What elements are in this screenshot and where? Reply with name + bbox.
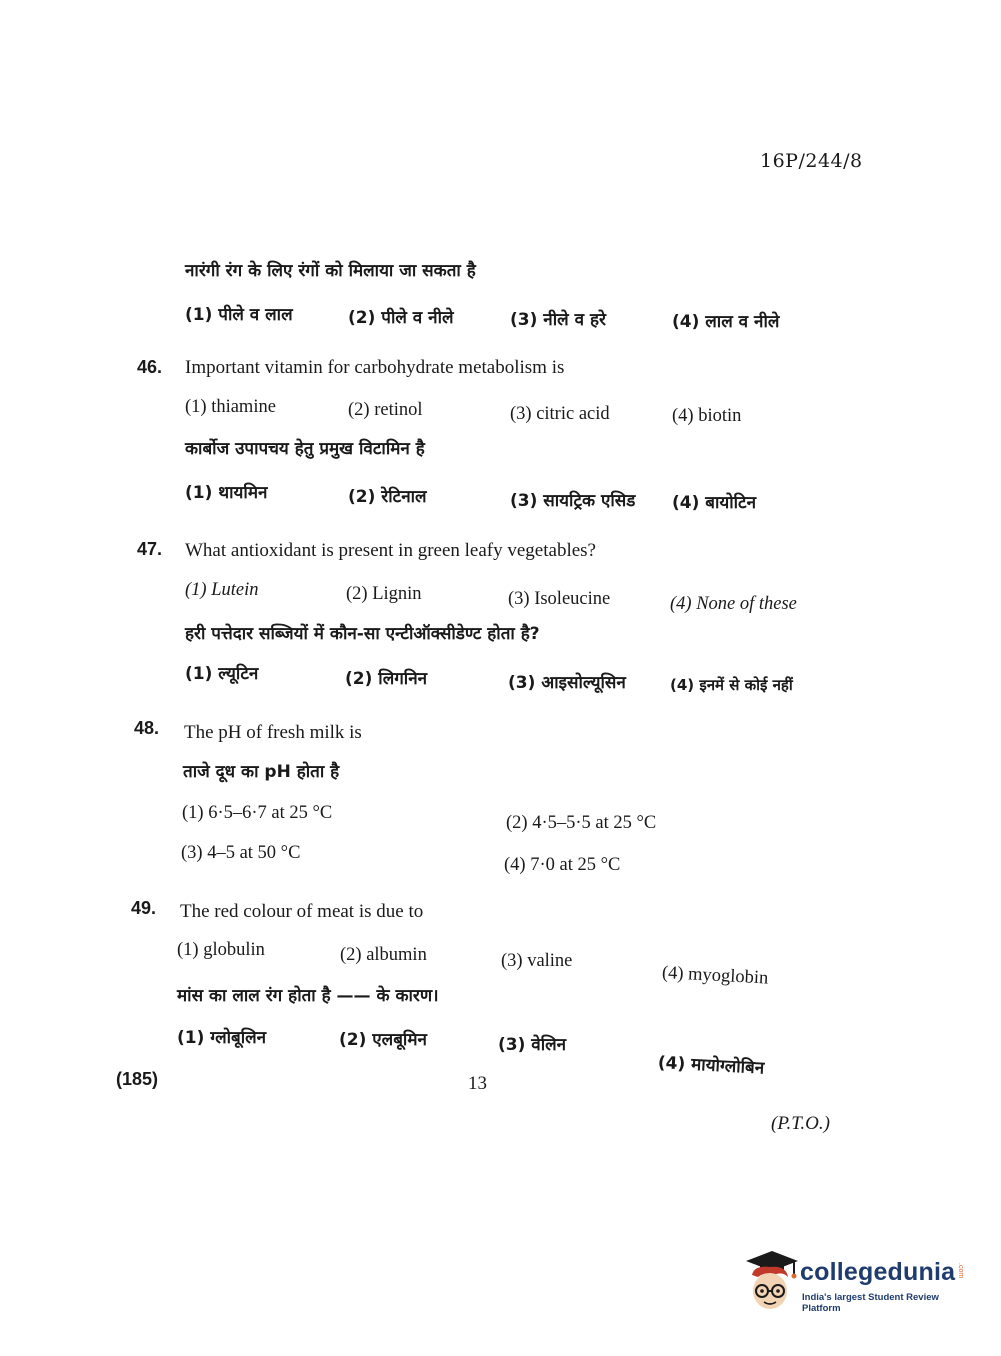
- q45-hindi-text: नारंगी रंग के लिए रंगों को मिलाया जा सकता है: [185, 261, 476, 281]
- q48-hindi-text: ताजे दूध का pH होता है: [183, 762, 340, 782]
- brand-name: collegedunia: [800, 1258, 956, 1286]
- mascot-icon: [742, 1249, 800, 1315]
- q47-english-option-3: (3) Isoleucine: [508, 589, 611, 609]
- brand-tagline: India's largest Student Review Platform: [802, 1292, 939, 1314]
- q46-number: 46.: [137, 357, 163, 377]
- q47-hindi-option-1: (1) ल्यूटिन: [185, 664, 259, 684]
- q48-option-3: (3) 4–5 at 50 °C: [181, 843, 301, 863]
- q47-hindi-option-3: (3) आइसोल्यूसिन: [508, 673, 626, 693]
- q49-english-option-4: (4) myoglobin: [661, 963, 769, 989]
- brand-com: .com: [957, 1263, 964, 1279]
- q47-english-text: What antioxidant is present in green leafy vegetables?: [185, 540, 596, 561]
- q49-english-option-3: (3) valine: [501, 951, 573, 971]
- q46-english-option-1: (1) thiamine: [185, 397, 276, 417]
- q49-hindi-option-1: (1) ग्लोबूलिन: [177, 1028, 267, 1048]
- q46-english-option-2: (2) retinol: [348, 400, 423, 420]
- q48-number: 48.: [134, 718, 160, 738]
- q46-hindi-text: कार्बोज उपापचय हेतु प्रमुख विटामिन है: [185, 439, 425, 459]
- q47-number: 47.: [137, 539, 163, 559]
- q47-hindi-option-4: (4) इनमें से कोई नहीं: [670, 676, 793, 694]
- q47-english-option-2: (2) Lignin: [346, 584, 422, 604]
- q45-hindi-option-3: (3) नीले व हरे: [510, 310, 606, 330]
- q49-hindi-text: मांस का लाल रंग होता है —— के कारण।: [177, 986, 439, 1006]
- pto-label: (P.T.O.): [771, 1113, 830, 1134]
- q49-hindi-option-3: (3) वेलिन: [498, 1035, 567, 1055]
- q49-english-option-2: (2) albumin: [340, 945, 427, 965]
- q49-english-option-1: (1) globulin: [177, 940, 265, 960]
- q47-hindi-option-2: (2) लिगनिन: [345, 669, 428, 689]
- collegedunia-logo: [742, 1249, 970, 1319]
- q45-hindi-option-2: (2) पीले व नीले: [348, 308, 454, 328]
- q46-hindi-option-4: (4) बायोटिन: [672, 493, 757, 513]
- q46-english-text: Important vitamin for carbohydrate metabolism is: [185, 357, 565, 378]
- q46-english-option-3: (3) citric acid: [510, 404, 610, 424]
- q47-english-option-4: (4) None of these: [670, 594, 797, 614]
- q46-english-option-4: (4) biotin: [672, 406, 742, 426]
- q46-hindi-option-1: (1) थायमिन: [185, 483, 268, 503]
- q45-hindi-option-4: (4) लाल व नीले: [672, 312, 780, 332]
- q46-hindi-option-2: (2) रेटिनाल: [348, 487, 427, 507]
- q48-option-1: (1) 6·5–6·7 at 25 °C: [182, 803, 333, 823]
- q45-hindi-option-1: (1) पीले व लाल: [185, 305, 293, 325]
- q49-english-text: The red colour of meat is due to: [180, 901, 424, 922]
- paper-code: 16P/244/8: [760, 150, 863, 172]
- page-number: 13: [468, 1073, 487, 1094]
- q48-option-4: (4) 7·0 at 25 °C: [504, 855, 621, 875]
- q47-hindi-text: हरी पत्तेदार सब्जियों में कौन-सा एन्टीऑक्सीडेण्ट होता है?: [185, 624, 540, 644]
- booklet-code: (185): [116, 1069, 159, 1089]
- q49-hindi-option-2: (2) एलबूमिन: [339, 1030, 427, 1050]
- q46-hindi-option-3: (3) सायट्रिक एसिड: [510, 491, 636, 511]
- q48-option-2: (2) 4·5–5·5 at 25 °C: [506, 813, 657, 833]
- q47-english-option-1: (1) Lutein: [185, 580, 259, 600]
- q49-number: 49.: [131, 898, 157, 918]
- q48-english-text: The pH of fresh milk is: [184, 722, 362, 743]
- q49-hindi-option-4: (4) मायोग्लोबिन: [657, 1053, 765, 1079]
